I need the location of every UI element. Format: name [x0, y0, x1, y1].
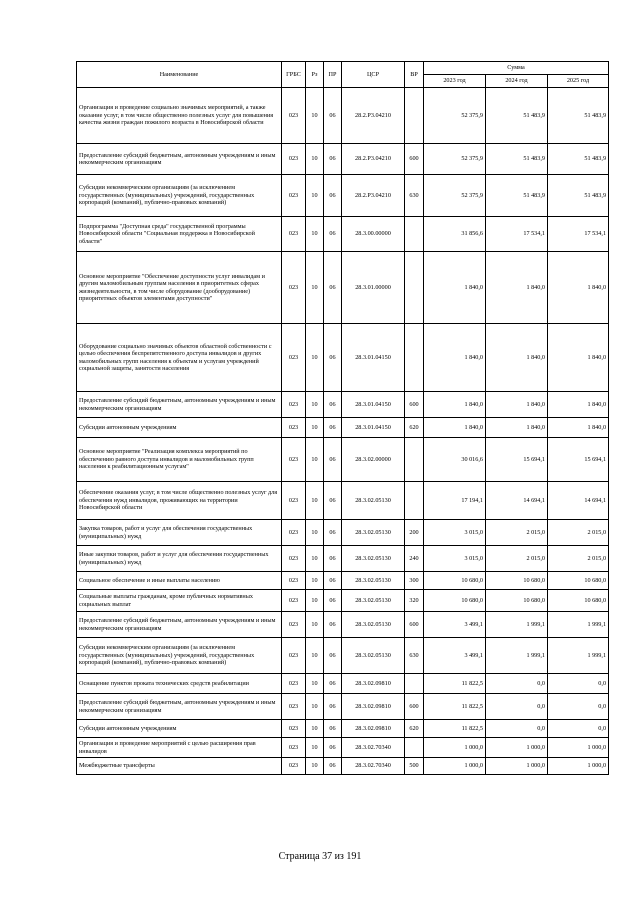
cell-grbs: 023 [282, 720, 306, 738]
cell-vr: 600 [405, 392, 424, 418]
cell-2024: 14 694,1 [486, 482, 548, 520]
cell-pr: 06 [324, 88, 342, 144]
cell-name: Субсидии некоммерческим организациям (за исключением государственных (муниципальных) учреждений, государственных корпораций (компаний), публично-правовых компаний) [77, 638, 282, 674]
cell-2025: 15 694,1 [548, 438, 609, 482]
cell-vr: 500 [405, 758, 424, 775]
cell-vr: 600 [405, 144, 424, 175]
cell-csr: 28.2.Р3.04210 [342, 88, 405, 144]
cell-2024: 1 840,0 [486, 252, 548, 324]
cell-grbs: 023 [282, 546, 306, 572]
cell-2024: 0,0 [486, 720, 548, 738]
cell-2025: 14 694,1 [548, 482, 609, 520]
header-sum: Сумма [424, 62, 609, 75]
cell-grbs: 023 [282, 638, 306, 674]
cell-vr [405, 482, 424, 520]
cell-2023: 3 499,1 [424, 612, 486, 638]
cell-2025: 2 015,0 [548, 520, 609, 546]
cell-2024: 1 999,1 [486, 638, 548, 674]
table-row [77, 482, 609, 520]
cell-2024: 1 000,0 [486, 738, 548, 758]
cell-2023: 1 840,0 [424, 392, 486, 418]
table-row [77, 520, 609, 546]
table-header [77, 62, 609, 88]
cell-grbs: 023 [282, 520, 306, 546]
cell-csr: 28.3.02.05130 [342, 546, 405, 572]
cell-pr: 06 [324, 252, 342, 324]
cell-grbs: 023 [282, 175, 306, 217]
cell-pr: 06 [324, 546, 342, 572]
cell-2025: 2 015,0 [548, 546, 609, 572]
cell-csr: 28.3.02.70340 [342, 738, 405, 758]
cell-2025: 17 534,1 [548, 217, 609, 252]
table-row [77, 324, 609, 392]
cell-csr: 28.3.02.05130 [342, 590, 405, 612]
table-row [77, 418, 609, 438]
cell-pr: 06 [324, 674, 342, 694]
cell-2025: 0,0 [548, 694, 609, 720]
cell-2025: 1 840,0 [548, 324, 609, 392]
cell-rz: 10 [306, 590, 324, 612]
cell-rz: 10 [306, 758, 324, 775]
cell-vr: 630 [405, 175, 424, 217]
cell-name: Субсидии автономным учреждениям [77, 418, 282, 438]
budget-table [76, 61, 609, 775]
cell-2023: 1 000,0 [424, 738, 486, 758]
cell-grbs: 023 [282, 392, 306, 418]
cell-csr: 28.3.02.00000 [342, 438, 405, 482]
cell-vr: 300 [405, 572, 424, 590]
cell-csr: 28.3.02.05130 [342, 638, 405, 674]
cell-2025: 51 483,9 [548, 88, 609, 144]
table-row [77, 674, 609, 694]
table-row [77, 612, 609, 638]
cell-pr: 06 [324, 612, 342, 638]
cell-csr: 28.3.02.05130 [342, 612, 405, 638]
cell-csr: 28.2.Р3.04210 [342, 144, 405, 175]
cell-rz: 10 [306, 720, 324, 738]
cell-csr: 28.3.01.04150 [342, 392, 405, 418]
cell-2025: 1 999,1 [548, 612, 609, 638]
cell-2023: 52 375,9 [424, 144, 486, 175]
cell-vr [405, 438, 424, 482]
cell-vr: 630 [405, 638, 424, 674]
cell-2024: 2 015,0 [486, 520, 548, 546]
cell-grbs: 023 [282, 217, 306, 252]
cell-2023: 1 840,0 [424, 418, 486, 438]
cell-pr: 06 [324, 324, 342, 392]
header-year-2023: 2023 год [424, 75, 486, 88]
cell-grbs: 023 [282, 418, 306, 438]
page-number: Страница 37 из 191 [278, 851, 362, 862]
cell-rz: 10 [306, 546, 324, 572]
table-row [77, 217, 609, 252]
cell-2025: 1 840,0 [548, 418, 609, 438]
cell-pr: 06 [324, 520, 342, 546]
cell-rz: 10 [306, 217, 324, 252]
cell-rz: 10 [306, 572, 324, 590]
cell-vr [405, 252, 424, 324]
header-name: Наименование [77, 62, 282, 88]
cell-csr: 28.3.01.00000 [342, 252, 405, 324]
cell-pr: 06 [324, 175, 342, 217]
cell-pr: 06 [324, 720, 342, 738]
cell-csr: 28.3.02.09810 [342, 720, 405, 738]
cell-grbs: 023 [282, 438, 306, 482]
cell-rz: 10 [306, 482, 324, 520]
cell-grbs: 023 [282, 590, 306, 612]
cell-pr: 06 [324, 572, 342, 590]
header-rz: Рз [306, 62, 324, 88]
cell-2023: 11 822,5 [424, 720, 486, 738]
cell-2025: 51 483,9 [548, 144, 609, 175]
cell-name: Обеспечение оказания услуг, в том числе общественно полезных услуг для обеспечения нужд инвалидов, проживающих на территории Новосибирской области [77, 482, 282, 520]
cell-2025: 0,0 [548, 720, 609, 738]
header-grbs: ГРБС [282, 62, 306, 88]
cell-grbs: 023 [282, 88, 306, 144]
cell-2023: 31 856,6 [424, 217, 486, 252]
cell-csr: 28.3.02.05130 [342, 572, 405, 590]
cell-name: Предоставление субсидий бюджетным, автономным учреждениям и иным некоммерческим организациям [77, 392, 282, 418]
cell-rz: 10 [306, 674, 324, 694]
cell-name: Социальные выплаты гражданам, кроме публичных нормативных социальных выплат [77, 590, 282, 612]
header-csr: ЦСР [342, 62, 405, 88]
cell-2025: 1 000,0 [548, 758, 609, 775]
cell-rz: 10 [306, 738, 324, 758]
cell-2023: 1 840,0 [424, 324, 486, 392]
cell-2024: 1 000,0 [486, 758, 548, 775]
cell-2024: 10 680,0 [486, 590, 548, 612]
cell-pr: 06 [324, 590, 342, 612]
cell-name: Предоставление субсидий бюджетным, автономным учреждениям и иным некоммерческим организациям [77, 144, 282, 175]
cell-name: Основное мероприятие "Реализация комплекса мероприятий по обеспечению равного доступа инвалидов и маломобильных групп населения к реабилитационным услугам" [77, 438, 282, 482]
cell-name: Подпрограмма "Доступная среда" государственной программы Новосибирской области "Социальная поддержка в Новосибирской области" [77, 217, 282, 252]
table-row [77, 638, 609, 674]
cell-2025: 0,0 [548, 674, 609, 694]
cell-2024: 51 483,9 [486, 144, 548, 175]
cell-2023: 52 375,9 [424, 175, 486, 217]
table-row [77, 546, 609, 572]
cell-grbs: 023 [282, 612, 306, 638]
cell-2024: 0,0 [486, 674, 548, 694]
cell-2024: 0,0 [486, 694, 548, 720]
cell-rz: 10 [306, 638, 324, 674]
cell-name: Субсидии некоммерческим организациям (за исключением государственных (муниципальных) учреждений, государственных корпораций (компаний), публично-правовых компаний) [77, 175, 282, 217]
cell-grbs: 023 [282, 738, 306, 758]
cell-2025: 1 840,0 [548, 392, 609, 418]
cell-pr: 06 [324, 392, 342, 418]
cell-vr: 240 [405, 546, 424, 572]
header-year-2024: 2024 год [486, 75, 548, 88]
cell-rz: 10 [306, 520, 324, 546]
cell-rz: 10 [306, 252, 324, 324]
cell-rz: 10 [306, 175, 324, 217]
table-row [77, 720, 609, 738]
cell-2023: 1 840,0 [424, 252, 486, 324]
cell-pr: 06 [324, 482, 342, 520]
cell-rz: 10 [306, 324, 324, 392]
cell-2023: 10 680,0 [424, 590, 486, 612]
cell-name: Основное мероприятие "Обеспечение доступности услуг инвалидам и другим маломобильным группам населения в приоритетных сферах жизнедеятельности, в том числе оборудование (дооборудование) приоритетных объектов элементами доступности" [77, 252, 282, 324]
cell-pr: 06 [324, 694, 342, 720]
table-row [77, 694, 609, 720]
cell-csr: 28.3.02.05130 [342, 520, 405, 546]
cell-name: Иные закупки товаров, работ и услуг для обеспечения государственных (муниципальных) нужд [77, 546, 282, 572]
cell-grbs: 023 [282, 694, 306, 720]
cell-2023: 30 016,6 [424, 438, 486, 482]
cell-vr: 200 [405, 520, 424, 546]
cell-2025: 10 680,0 [548, 572, 609, 590]
cell-2024: 1 840,0 [486, 324, 548, 392]
cell-pr: 06 [324, 738, 342, 758]
cell-2024: 51 483,9 [486, 88, 548, 144]
cell-grbs: 023 [282, 324, 306, 392]
table-row [77, 738, 609, 758]
cell-vr [405, 738, 424, 758]
cell-vr: 320 [405, 590, 424, 612]
table-row [77, 392, 609, 418]
cell-grbs: 023 [282, 674, 306, 694]
table-row [77, 572, 609, 590]
table-body [77, 88, 609, 775]
cell-pr: 06 [324, 144, 342, 175]
cell-vr [405, 674, 424, 694]
cell-2023: 10 680,0 [424, 572, 486, 590]
cell-name: Предоставление субсидий бюджетным, автономным учреждениям и иным некоммерческим организациям [77, 612, 282, 638]
cell-csr: 28.3.02.70340 [342, 758, 405, 775]
cell-pr: 06 [324, 758, 342, 775]
cell-grbs: 023 [282, 572, 306, 590]
cell-pr: 06 [324, 217, 342, 252]
table-row [77, 144, 609, 175]
cell-2024: 51 483,9 [486, 175, 548, 217]
cell-vr: 620 [405, 418, 424, 438]
cell-2023: 1 000,0 [424, 758, 486, 775]
cell-2024: 1 999,1 [486, 612, 548, 638]
cell-vr: 600 [405, 694, 424, 720]
cell-vr [405, 217, 424, 252]
header-vr: ВР [405, 62, 424, 88]
table-row [77, 758, 609, 775]
header-pr: ПР [324, 62, 342, 88]
cell-2023: 11 822,5 [424, 694, 486, 720]
cell-2024: 10 680,0 [486, 572, 548, 590]
cell-vr [405, 88, 424, 144]
cell-rz: 10 [306, 418, 324, 438]
cell-rz: 10 [306, 612, 324, 638]
cell-grbs: 023 [282, 144, 306, 175]
cell-2025: 51 483,9 [548, 175, 609, 217]
cell-grbs: 023 [282, 482, 306, 520]
cell-rz: 10 [306, 438, 324, 482]
cell-2023: 3 015,0 [424, 546, 486, 572]
cell-csr: 28.3.02.09810 [342, 694, 405, 720]
cell-2023: 11 822,5 [424, 674, 486, 694]
cell-2024: 1 840,0 [486, 418, 548, 438]
cell-name: Оборудование социально значимых объектов областной собственности с целью обеспечения беспрепятственного доступа инвалидов и других маломобильных групп населения к объектам и услугам учреждений социальной защиты, занятости населения [77, 324, 282, 392]
cell-2024: 17 534,1 [486, 217, 548, 252]
cell-csr: 28.3.02.05130 [342, 482, 405, 520]
cell-grbs: 023 [282, 252, 306, 324]
cell-2024: 2 015,0 [486, 546, 548, 572]
cell-2024: 1 840,0 [486, 392, 548, 418]
cell-csr: 28.3.02.09810 [342, 674, 405, 694]
cell-2023: 3 015,0 [424, 520, 486, 546]
table-row [77, 252, 609, 324]
cell-2023: 3 499,1 [424, 638, 486, 674]
cell-grbs: 023 [282, 758, 306, 775]
cell-2024: 15 694,1 [486, 438, 548, 482]
table-row [77, 590, 609, 612]
cell-2023: 17 194,1 [424, 482, 486, 520]
cell-rz: 10 [306, 144, 324, 175]
cell-name: Организация и проведение социально значимых мероприятий, а также оказание услуг, в том числе общественно полезных услуг для повышения качества жизни граждан пожилого возраста в Новосибирской области [77, 88, 282, 144]
cell-2025: 10 680,0 [548, 590, 609, 612]
cell-rz: 10 [306, 694, 324, 720]
cell-2025: 1 999,1 [548, 638, 609, 674]
cell-rz: 10 [306, 392, 324, 418]
cell-name: Предоставление субсидий бюджетным, автономным учреждениям и иным некоммерческим организациям [77, 694, 282, 720]
table-row [77, 438, 609, 482]
cell-csr: 28.2.Р3.04210 [342, 175, 405, 217]
cell-2023: 52 375,9 [424, 88, 486, 144]
cell-name: Субсидии автономным учреждениям [77, 720, 282, 738]
cell-rz: 10 [306, 88, 324, 144]
cell-name: Организация и проведение мероприятий с целью расширения прав инвалидов [77, 738, 282, 758]
cell-name: Межбюджетные трансферты [77, 758, 282, 775]
cell-name: Оснащение пунктов проката технических средств реабилитации [77, 674, 282, 694]
cell-pr: 06 [324, 438, 342, 482]
cell-pr: 06 [324, 638, 342, 674]
cell-csr: 28.3.01.04150 [342, 324, 405, 392]
cell-vr [405, 324, 424, 392]
cell-csr: 28.3.01.04150 [342, 418, 405, 438]
table-row [77, 175, 609, 217]
cell-2025: 1 840,0 [548, 252, 609, 324]
table-row [77, 88, 609, 144]
cell-csr: 28.3.00.00000 [342, 217, 405, 252]
header-year-2025: 2025 год [548, 75, 609, 88]
cell-name: Закупка товаров, работ и услуг для обеспечения государственных (муниципальных) нужд [77, 520, 282, 546]
cell-vr: 620 [405, 720, 424, 738]
cell-pr: 06 [324, 418, 342, 438]
cell-vr: 600 [405, 612, 424, 638]
cell-name: Социальное обеспечение и иные выплаты населению [77, 572, 282, 590]
cell-2025: 1 000,0 [548, 738, 609, 758]
